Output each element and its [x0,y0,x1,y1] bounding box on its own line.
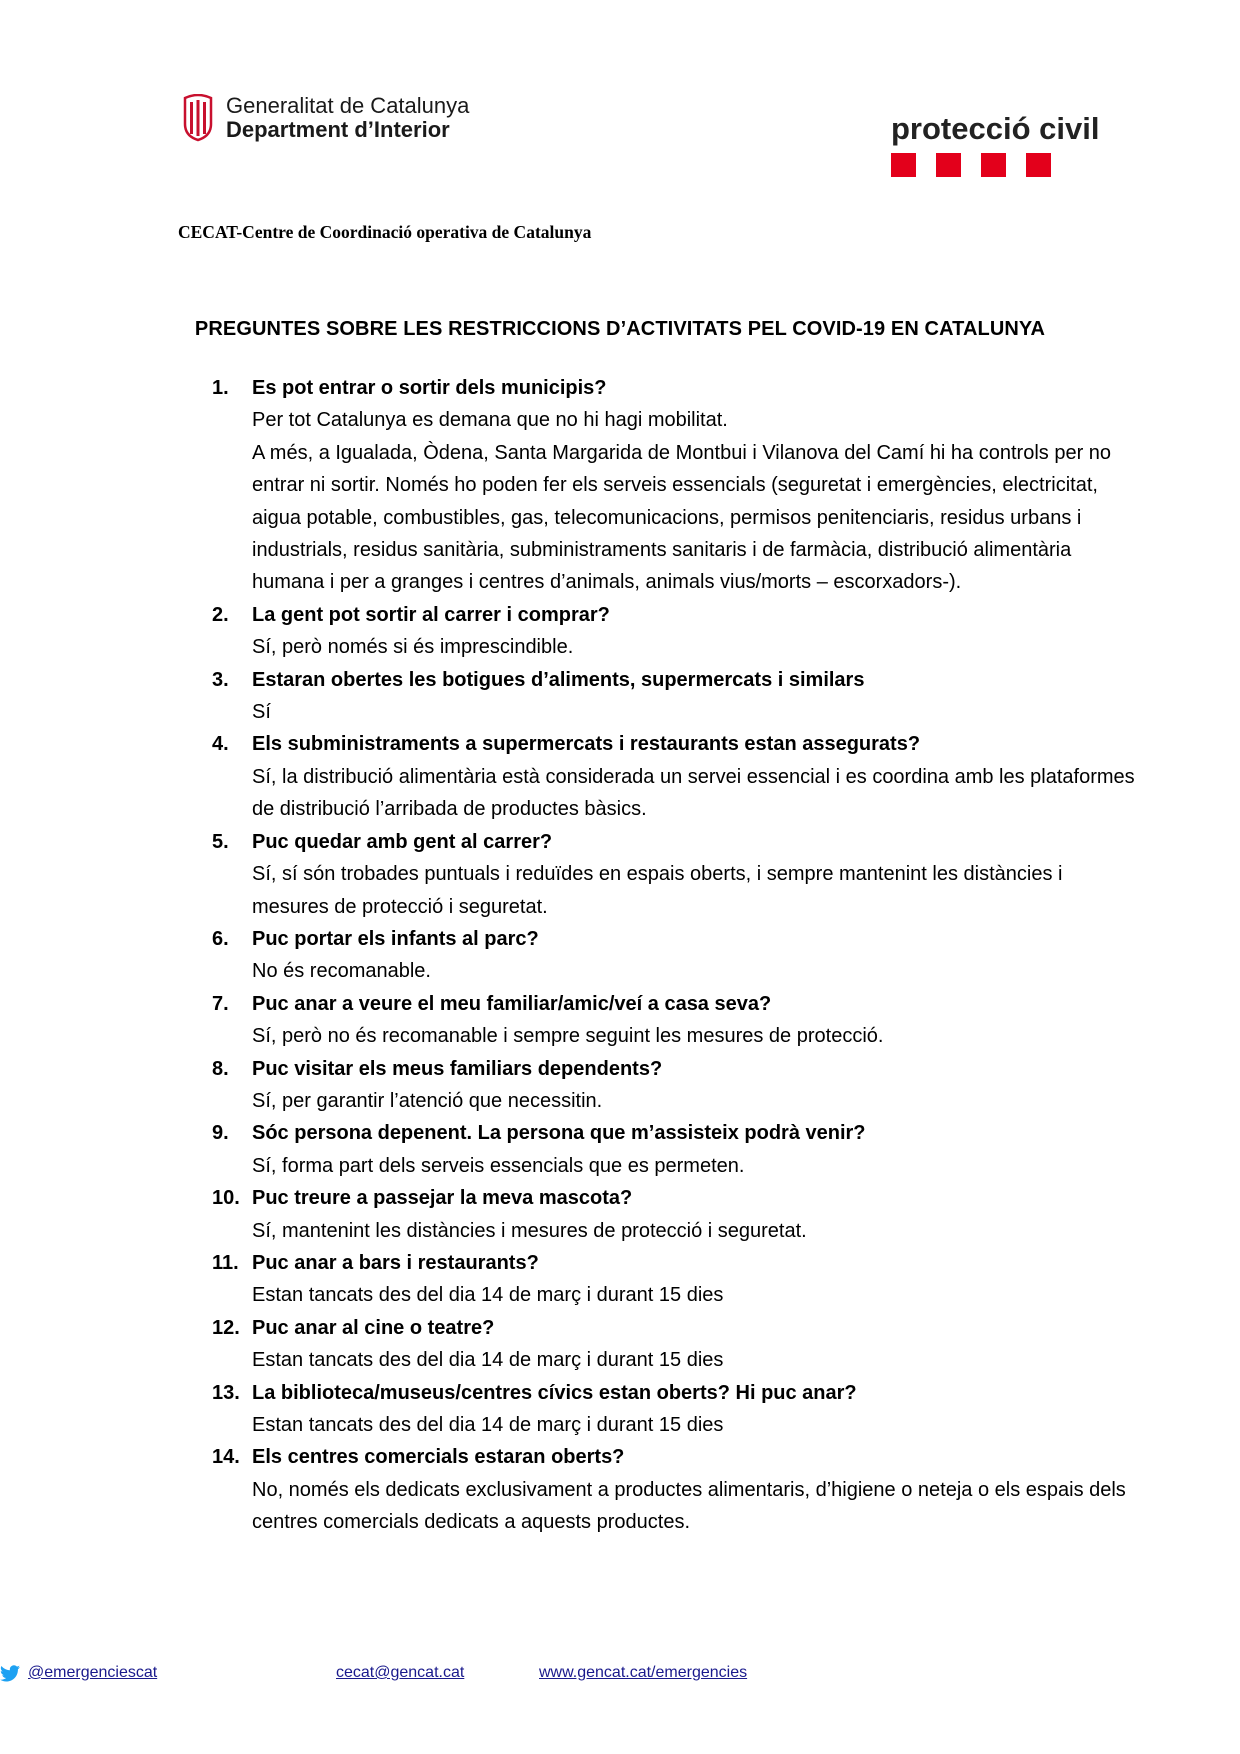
faq-answer: Sí, mantenint les distàncies i mesures de protecció i seguretat. [252,1219,807,1242]
faq-question: Estaran obertes les botigues d’aliments, supermercats i similars [252,668,865,691]
faq-question: Puc quedar amb gent al carrer? [252,830,553,853]
email-link[interactable]: cecat@gencat.cat [336,1664,465,1681]
faq-question: Puc anar al cine o teatre? [252,1316,495,1339]
proteccio-civil-squares [891,153,1099,177]
department-name: Department d’Interior [226,117,450,142]
faq-list [212,372,1142,1539]
faq-answer: No, només els dedicats exclusivament a productes alimentaris, d’higiene o neteja o els espais dels centres comercials dedicats a aquests productes. [252,1478,1126,1534]
faq-answer: Estan tancats des del dia 14 de març i durant 15 dies [252,1414,724,1436]
faq-number: 11. [212,1251,239,1274]
footer [0,1664,1240,1682]
faq-number: 5. [212,830,229,853]
faq-answer: Estan tancats des del dia 14 de març i durant 15 dies [252,1349,724,1372]
red-square [981,153,1006,177]
faq-question: Puc visitar els meus familiars dependents? [252,1057,663,1080]
faq-question: Puc anar a bars i restaurants? [252,1251,539,1274]
faq-number: 3. [212,668,229,691]
faq-item [212,372,1142,599]
faq-answer: Estan tancats des del dia 14 de març i durant 15 dies [252,1284,724,1307]
faq-question: La gent pot sortir al carrer i comprar? [252,603,610,626]
proteccio-civil-logo [891,112,1099,177]
faq-answer: A més, a Igualada, Òdena, Santa Margarida de Montbui i Vilanova del Camí hi ha controls per no entrar ni sortir. Només ho poden fer els serveis essencials (seguretat i emergències, electricitat, aigua potable, combustibles, gas, telecomunicacions, permisos penitenciaris, residus urbans i industrials, residus sanitària, subministraments sanitaris i de farmàcia, distribució alimentària humana i per a granges i centres d’animals, animals vius/morts – escorxadors-). [252,441,1112,594]
faq-answer: Sí, sí són trobades puntuals i reduïdes en espais oberts, i sempre mantenint les distàncies i mesures de protecció i seguretat. [252,863,1063,918]
red-square [891,153,916,177]
faq-item [212,1312,1142,1377]
faq-number: 8. [212,1057,229,1080]
faq-item [212,826,1142,923]
website-link[interactable]: www.gencat.cat/emergencies [539,1664,748,1681]
faq-item [212,1182,1142,1247]
faq-question: Sóc persona depenent. La persona que m’assisteix podrà venir? [252,1122,866,1145]
faq-item [212,1441,1142,1538]
faq-answer: Sí, però no és recomanable i sempre seguint les mesures de protecció. [252,1025,884,1048]
faq-item [212,1247,1142,1312]
faq-answer: Sí, la distribució alimentària està considerada un servei essencial i es coordina amb les plataformes de distribució l’arribada de productes bàsics. [252,765,1135,821]
red-square [936,153,961,177]
faq-question: Puc treure a passejar la meva mascota? [252,1187,633,1210]
faq-number: 2. [212,603,229,626]
faq-item [212,664,1142,729]
faq-question: Puc portar els infants al parc? [252,927,539,950]
faq-question: Puc anar a veure el meu familiar/amic/veí a casa seva? [252,992,772,1015]
faq-question: Els subministraments a supermercats i restaurants estan assegurats? [252,733,921,756]
faq-item [212,988,1142,1053]
faq-item [212,728,1142,825]
faq-answer: No és recomanable. [252,960,431,983]
faq-number: 4. [212,733,229,756]
twitter-icon [0,1665,20,1682]
generalitat-name: Generalitat de Catalunya [226,93,470,118]
faq-number: 14. [212,1446,240,1469]
cecat-heading: CECAT-Centre de Coordinació operativa de Catalunya [178,222,592,242]
faq-number: 7. [212,992,229,1015]
faq-answer: Sí, però només si és imprescindible. [252,636,574,659]
faq-question: Els centres comercials estaran oberts? [252,1446,625,1469]
generalitat-logo [182,94,469,142]
faq-number: 6. [212,927,229,950]
red-square [1026,153,1051,177]
faq-item [212,599,1142,664]
faq-number: 9. [212,1122,229,1145]
proteccio-civil-text: protecció civil [891,111,1100,146]
faq-question: Es pot entrar o sortir dels municipis? [252,377,607,399]
faq-item [212,923,1142,988]
faq-number: 10. [212,1187,240,1210]
faq-answer: Sí [252,701,271,724]
faq-question: La biblioteca/museus/centres cívics estan oberts? Hi puc anar? [252,1381,857,1404]
faq-number: 12. [212,1316,240,1339]
faq-item [212,1053,1142,1118]
faq-answer: Sí, per garantir l’atenció que necessitin. [252,1089,603,1112]
faq-item [212,1117,1142,1182]
twitter-handle: @emergenciescat [28,1664,158,1681]
page-title: PREGUNTES SOBRE LES RESTRICCIONS D’ACTIVITATS PEL COVID-19 EN CATALUNYA [194,318,1046,340]
generalitat-emblem-icon [182,94,214,142]
faq-answer: Per tot Catalunya es demana que no hi hagi mobilitat. [252,409,728,432]
faq-item [212,1377,1142,1442]
faq-number: 13. [212,1381,240,1404]
faq-number: 1. [212,377,229,399]
faq-answer: Sí, forma part dels serveis essencials que es permeten. [252,1154,745,1177]
